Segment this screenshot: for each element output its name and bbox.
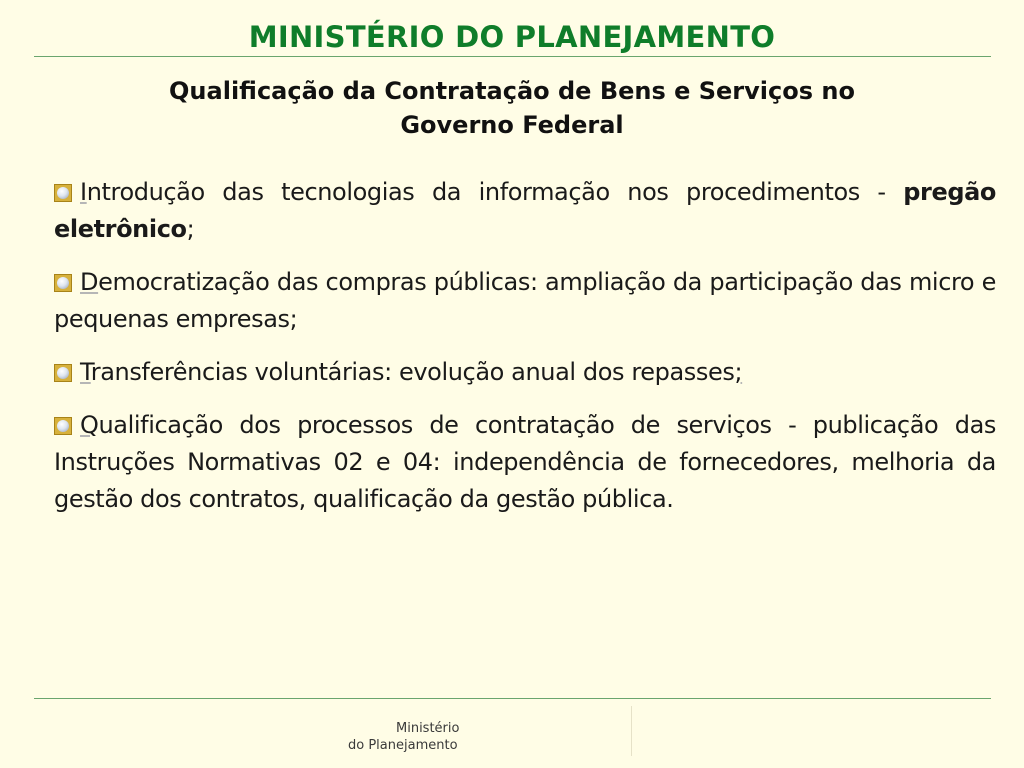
square-bullet-icon (54, 417, 72, 435)
bullet-item-transferencias (54, 354, 996, 391)
footer-separator (631, 706, 632, 756)
bullet-text: ntrodução das tecnologias da informação nos procedimentos - (86, 178, 904, 206)
subtitle-line-2: Governo Federal (400, 111, 624, 139)
page-title: MINISTÉRIO DO PLANEJAMENTO (248, 20, 776, 54)
logo-line-2: do Planejamento (348, 738, 458, 753)
square-bullet-icon (54, 184, 72, 202)
bullet-bold-text: pregão eletrônico (54, 178, 996, 243)
bullet-text: ualificação dos processos de contratação de serviços - publicação das Instruções Normativas 02 e 04: independência de fornecedores, melhoria da gestão dos contratos, qualificação da gestão pública. (54, 411, 996, 513)
bullet-item-introducao (54, 174, 996, 248)
bullet-tail: ; (734, 358, 743, 386)
bullet-initial: I (80, 178, 87, 206)
bullet-item-democratizacao (54, 264, 996, 338)
bullet-initial: T (80, 358, 91, 386)
ministry-logo (348, 720, 459, 754)
bullet-tail: ; (186, 215, 195, 243)
footer-divider (34, 698, 991, 699)
bullet-initial: Q (80, 411, 99, 439)
square-bullet-icon (54, 274, 72, 292)
bullet-text: emocratização das compras públicas: ampliação da participação das micro e pequenas empresas; (54, 268, 996, 333)
logo-line-1: Ministério (396, 721, 460, 736)
header-divider (34, 56, 991, 57)
slide-subtitle (100, 74, 924, 142)
bullet-list (54, 174, 996, 534)
bullet-item-qualificacao (54, 407, 996, 518)
bullet-initial: D (80, 268, 99, 296)
subtitle-line-1: Qualificação da Contratação de Bens e Serviços no (169, 77, 855, 105)
bullet-text: ransferências voluntárias: evolução anual dos repasses (90, 358, 735, 386)
square-bullet-icon (54, 364, 72, 382)
